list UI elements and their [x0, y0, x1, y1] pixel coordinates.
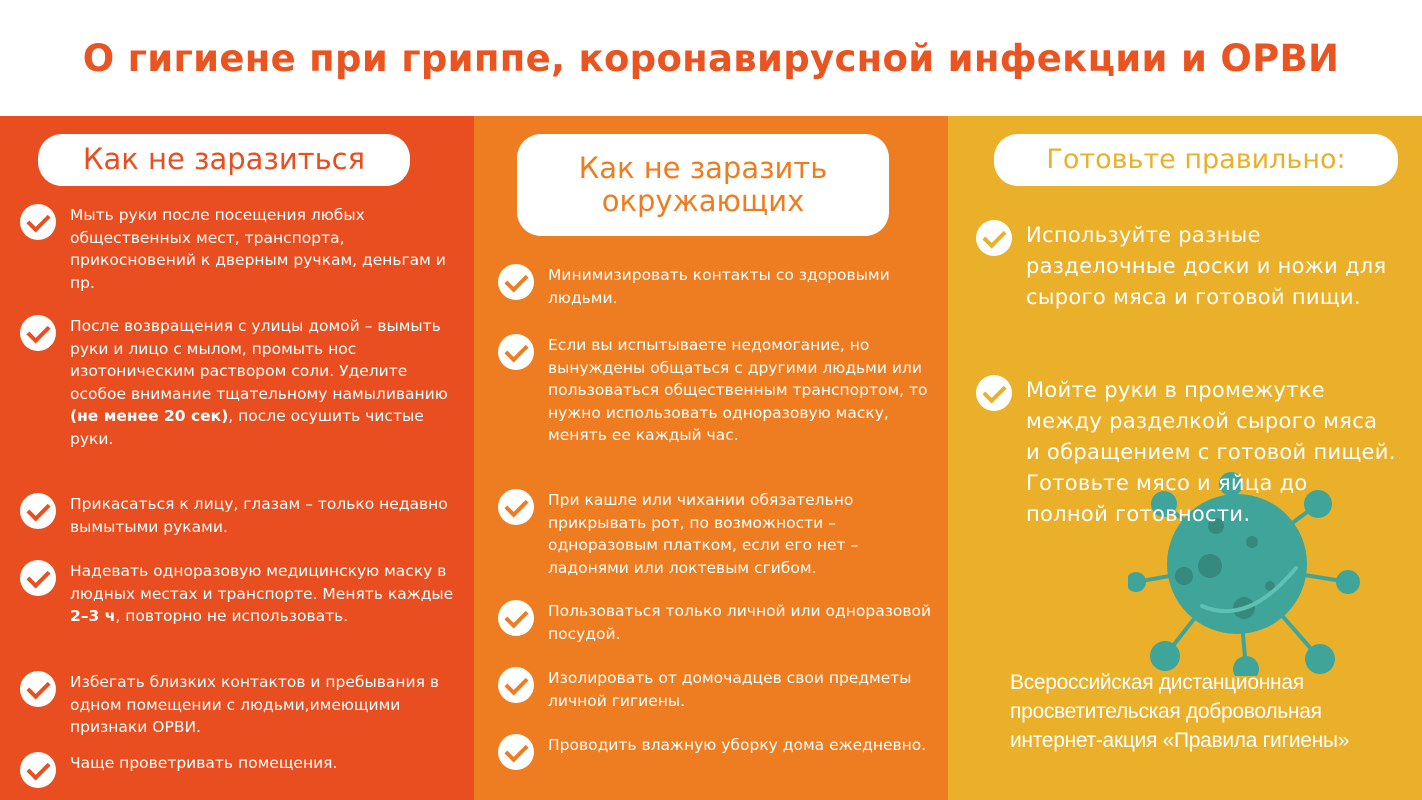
page-title: О гигиене при гриппе, коронавирусной инфекции и ОРВИ [82, 36, 1340, 80]
list-item [20, 671, 460, 739]
column-heading-line: окружающих [601, 184, 805, 218]
list-item-text: Избегать близких контактов и пребывания в одном помещении с людьми,имеющими признаки ОРВИ. [70, 673, 439, 736]
column-heading: Как не заразиться [38, 134, 410, 186]
list-item [498, 489, 938, 579]
list-item-text: Мыть руки после посещения любых общественных мест, транспорта, прикосновений к дверным ручкам, деньгам и пр. [70, 206, 446, 292]
check-icon [20, 315, 56, 351]
list-item [498, 734, 938, 770]
header [0, 0, 1422, 116]
list-item-text: Чаще проветривать помещения. [70, 754, 338, 772]
list-item-text: Прикасаться к лицу, глазам – только недавно вымытыми руками. [70, 495, 448, 536]
column-how-not-to-get-infected [0, 116, 474, 800]
check-icon [20, 560, 56, 596]
list-item [20, 560, 460, 628]
list-item [976, 220, 1396, 313]
check-icon [498, 667, 534, 703]
list-item-text: После возвращения с улицы домой – вымыть руки и лицо с мылом, промыть нос изотоническим раствором соли. Уделите особое внимание тщательному намыливанию (не менее 20 сек), после осушить чистые руки. [70, 317, 448, 448]
emphasis-text: (не менее 20 сек) [70, 407, 229, 425]
list-item-text: Если вы испытываете недомогание, но вынуждены общаться с другими людьми или пользоваться общественным транспортом, то нужно использовать одноразовую маску, менять ее каждый час. [548, 336, 928, 444]
list-item [498, 667, 938, 712]
check-icon [20, 752, 56, 788]
list-item-text: Изолировать от домочадцев свои предметы личной гигиены. [548, 669, 912, 710]
check-icon [20, 204, 56, 240]
list-item-text: Мойте руки в промежутке между разделкой сырого мяса и обращением с готовой пищей. Готовьте мясо и яйца до полной готовности. [1026, 378, 1396, 526]
check-icon [20, 671, 56, 707]
check-icon [976, 220, 1012, 256]
list-item [20, 752, 460, 788]
column-heading [517, 134, 889, 236]
list-item [20, 493, 460, 538]
check-icon [498, 489, 534, 525]
list-item-text: Надевать одноразовую медицинскую маску в людных местах и транспорте. Менять каждые 2–3 ч, повторно не использовать. [70, 562, 454, 625]
list-item [976, 375, 1396, 530]
list-item-text: Проводить влажную уборку дома ежедневно. [548, 736, 927, 754]
check-icon [498, 734, 534, 770]
check-icon [20, 493, 56, 529]
emphasis-text: 2–3 ч [70, 607, 116, 625]
check-icon [498, 600, 534, 636]
list-item-text: Минимизировать контакты со здоровыми людьми. [548, 266, 890, 307]
column-heading-line: Как не заразить [578, 150, 828, 185]
list-item [498, 334, 938, 447]
campaign-caption: Всероссийская дистанционная просветительская добровольная интернет-акция «Правила гигиены» [1010, 671, 1350, 752]
list-item-text: Используйте разные разделочные доски и ножи для сырого мяса и готовой пищи. [1026, 223, 1387, 309]
column-how-not-to-infect-others [474, 116, 948, 800]
list-item [498, 264, 938, 309]
column-heading: Готовьте правильно: [994, 134, 1398, 186]
check-icon [498, 334, 534, 370]
list-item [20, 204, 460, 294]
list-item [20, 315, 460, 450]
check-icon [976, 375, 1012, 411]
list-item [498, 600, 938, 645]
check-icon [498, 264, 534, 300]
list-item-text: Пользоваться только личной или одноразовой посудой. [548, 602, 932, 643]
column-cook-properly [948, 116, 1422, 800]
list-item-text: При кашле или чихании обязательно прикрывать рот, по возможности – одноразовым платком, если его нет – ладонями или локтевым сгибом. [548, 491, 859, 577]
